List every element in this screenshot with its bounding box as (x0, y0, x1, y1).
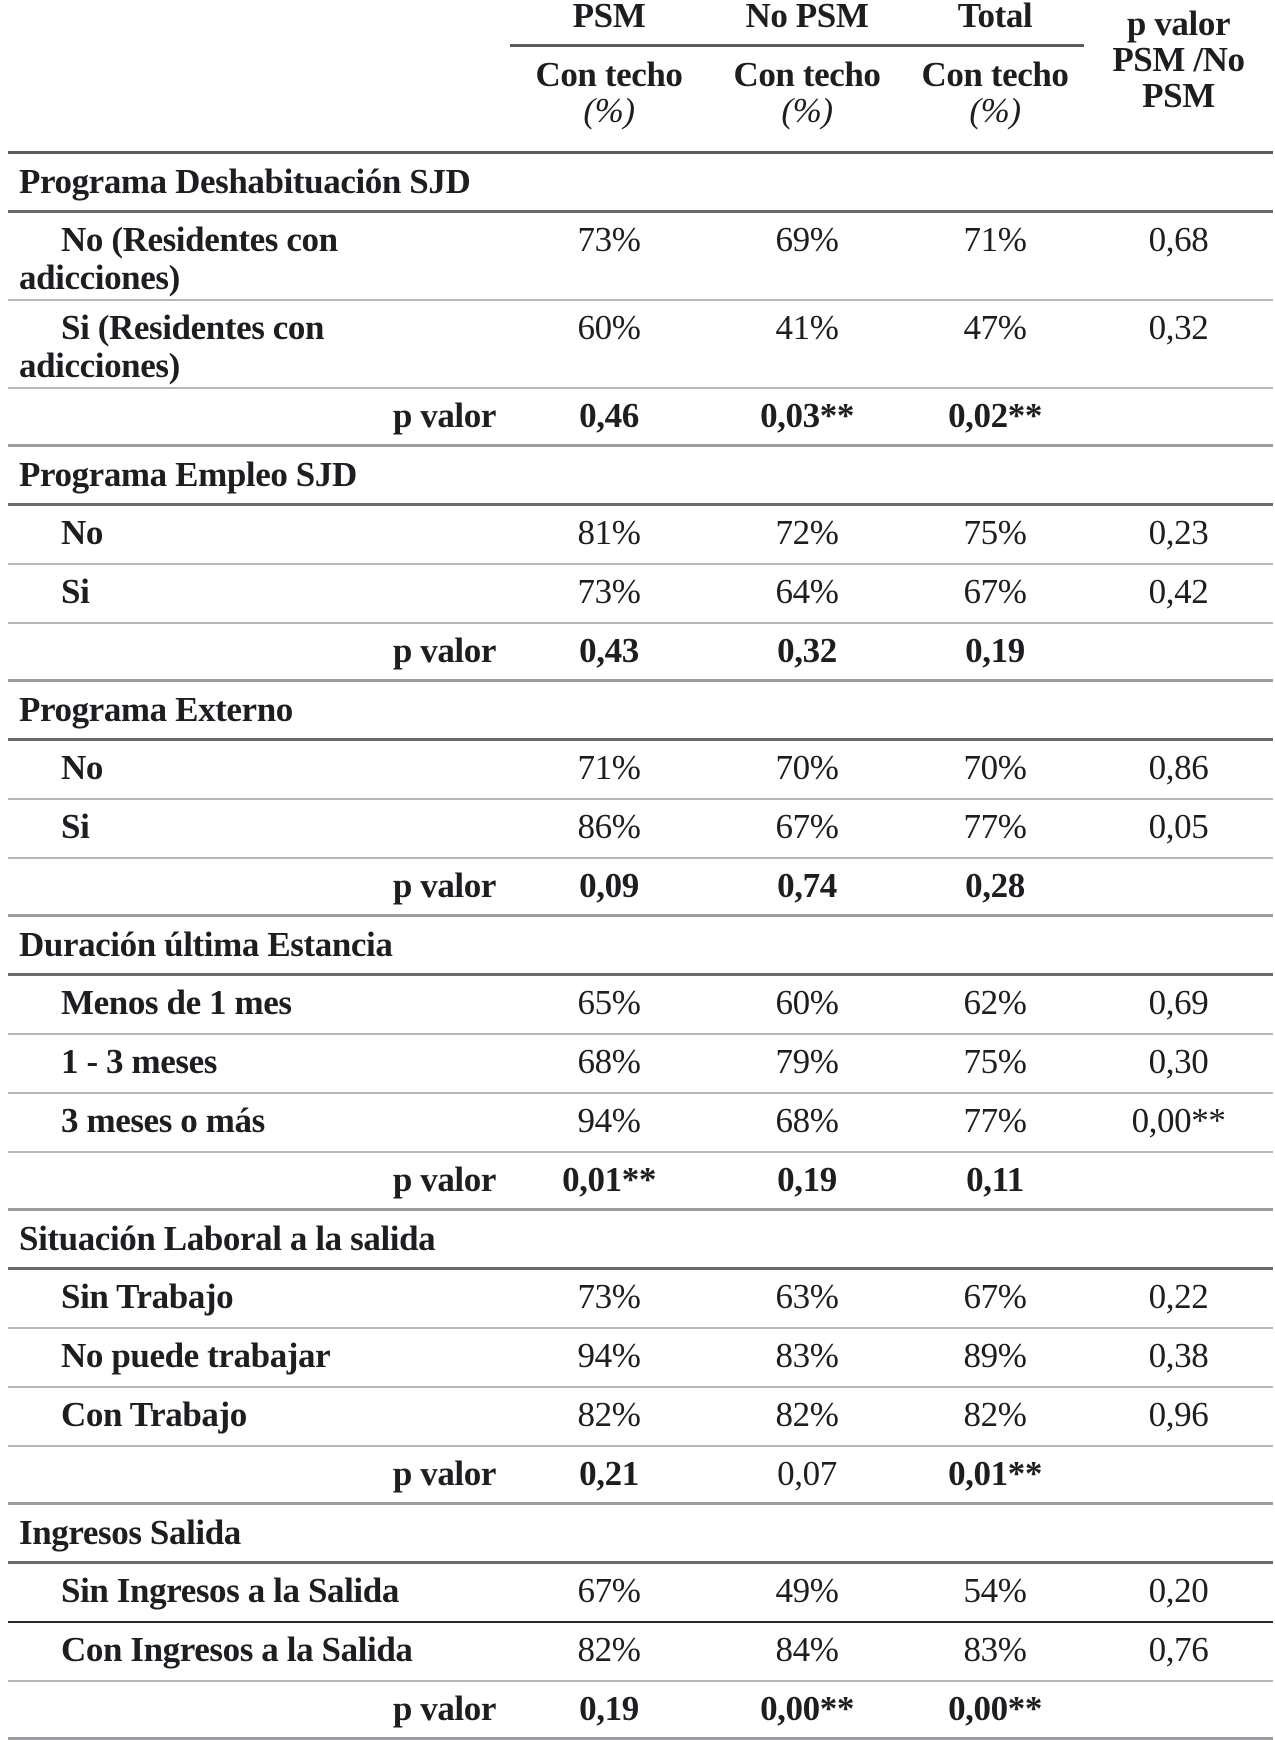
cell-p: 0,05 (1084, 799, 1273, 858)
cell-no-psm: 69% (708, 212, 906, 300)
pvalue-psm: 0,21 (510, 1446, 708, 1504)
section-title: Duración última Estancia (8, 916, 1273, 975)
cell-no-psm: 64% (708, 564, 906, 623)
header-total: Total (906, 0, 1084, 46)
pvalue-label: p valor (8, 1681, 510, 1739)
table-row (8, 975, 1273, 1034)
section-title: Programa Deshabituación SJD (8, 153, 1273, 212)
cell-p: 0,96 (1084, 1387, 1273, 1446)
row-label (8, 975, 510, 1034)
table-row (8, 1563, 1273, 1622)
row-label-line1: No (Residentes con (61, 220, 338, 259)
cell-total: 89% (906, 1328, 1084, 1387)
row-label (8, 212, 510, 300)
cell-psm: 86% (510, 799, 708, 858)
section-title: Programa Externo (8, 681, 1273, 740)
cell-p: 0,86 (1084, 740, 1273, 799)
cell-no-psm: 41% (708, 300, 906, 388)
header-empty-cell (8, 0, 510, 46)
header-row-sub (8, 46, 1273, 153)
cell-no-psm: 67% (708, 799, 906, 858)
cell-p: 0,38 (1084, 1328, 1273, 1387)
pvalue-total: 0,11 (906, 1152, 1084, 1210)
pvalue-total: 0,01** (906, 1446, 1084, 1504)
row-label-text: Si (61, 571, 90, 611)
cell-no-psm: 72% (708, 505, 906, 564)
row-label-text: Con Ingresos a la Salida (61, 1629, 413, 1669)
pvalue-label: p valor (8, 623, 510, 681)
pvalue-row (8, 1152, 1273, 1210)
cell-psm: 60% (510, 300, 708, 388)
pvalue-total: 0,28 (906, 858, 1084, 916)
row-label-text: Si (61, 806, 90, 846)
header-sub-label: Con techo (921, 55, 1069, 94)
pvalue-no-psm: 0,32 (708, 623, 906, 681)
row-label (8, 799, 510, 858)
row-label (8, 1387, 510, 1446)
cell-p: 0,42 (1084, 564, 1273, 623)
cell-psm: 68% (510, 1034, 708, 1093)
table-row (8, 1387, 1273, 1446)
results-table (8, 0, 1273, 1740)
cell-p: 0,30 (1084, 1034, 1273, 1093)
cell-psm: 67% (510, 1563, 708, 1622)
cell-total: 77% (906, 1093, 1084, 1152)
cell-no-psm: 49% (708, 1563, 906, 1622)
cell-total: 47% (906, 300, 1084, 388)
cell-p: 0,69 (1084, 975, 1273, 1034)
table-row (8, 1093, 1273, 1152)
cell-no-psm: 83% (708, 1328, 906, 1387)
header-sub-label: Con techo (733, 55, 881, 94)
row-label-text: Con Trabajo (61, 1394, 247, 1434)
pvalue-label: p valor (8, 858, 510, 916)
pvalue-row (8, 1681, 1273, 1739)
cell-no-psm: 60% (708, 975, 906, 1034)
row-label-text: No (61, 748, 103, 787)
row-label (8, 564, 510, 623)
table-row (8, 1328, 1273, 1387)
section-title: Ingresos Salida (8, 1504, 1273, 1563)
row-label (8, 1622, 510, 1681)
section-header (8, 446, 1273, 505)
row-label-text: No (61, 513, 103, 552)
header-sub-no-psm (708, 46, 906, 153)
row-label (8, 740, 510, 799)
pvalue-empty (1084, 1446, 1273, 1504)
cell-total: 83% (906, 1622, 1084, 1681)
pvalue-empty (1084, 1152, 1273, 1210)
header-no-psm: No PSM (708, 0, 906, 46)
table-row (8, 740, 1273, 799)
row-label (8, 505, 510, 564)
table-row (8, 799, 1273, 858)
table-row (8, 505, 1273, 564)
cell-psm: 65% (510, 975, 708, 1034)
row-label-text: Sin Ingresos a la Salida (61, 1571, 399, 1610)
cell-total: 62% (906, 975, 1084, 1034)
pvalue-total: 0,00** (906, 1681, 1084, 1739)
cell-p: 0,00** (1084, 1093, 1273, 1152)
cell-no-psm: 68% (708, 1093, 906, 1152)
cell-psm: 94% (510, 1093, 708, 1152)
cell-no-psm: 70% (708, 740, 906, 799)
header-sub-total (906, 46, 1084, 153)
pvalue-row (8, 1446, 1273, 1504)
cell-p: 0,76 (1084, 1622, 1273, 1681)
section-header (8, 681, 1273, 740)
cell-psm: 73% (510, 564, 708, 623)
row-label (8, 300, 510, 388)
table-row (8, 212, 1273, 300)
pvalue-psm: 0,43 (510, 623, 708, 681)
section-header (8, 153, 1273, 212)
pvalue-psm: 0,09 (510, 858, 708, 916)
cell-p: 0,22 (1084, 1269, 1273, 1328)
pvalue-label: p valor (8, 1446, 510, 1504)
cell-total: 54% (906, 1563, 1084, 1622)
section-header (8, 1210, 1273, 1269)
pvalue-psm: 0,01** (510, 1152, 708, 1210)
cell-total: 75% (906, 505, 1084, 564)
row-label-line2: adicciones) (19, 258, 180, 297)
row-label-text: 3 meses o más (61, 1100, 265, 1140)
pvalue-no-psm: 0,00** (708, 1681, 906, 1739)
row-label-text: No puede trabajar (61, 1335, 331, 1375)
cell-total: 67% (906, 1269, 1084, 1328)
cell-p: 0,32 (1084, 300, 1273, 388)
row-label (8, 1093, 510, 1152)
cell-psm: 81% (510, 505, 708, 564)
header-pvalue (1084, 0, 1273, 153)
cell-p: 0,68 (1084, 212, 1273, 300)
table-row (8, 1622, 1273, 1681)
header-pvalue-line1: p valor (1126, 4, 1231, 43)
section-title: Programa Empleo SJD (8, 446, 1273, 505)
cell-total: 71% (906, 212, 1084, 300)
table-row (8, 1034, 1273, 1093)
cell-total: 82% (906, 1387, 1084, 1446)
pvalue-psm: 0,19 (510, 1681, 708, 1739)
cell-no-psm: 84% (708, 1622, 906, 1681)
pvalue-row (8, 388, 1273, 446)
pvalue-no-psm: 0,74 (708, 858, 906, 916)
table-row (8, 1269, 1273, 1328)
pvalue-psm: 0,46 (510, 388, 708, 446)
pvalue-empty (1084, 1681, 1273, 1739)
cell-psm: 73% (510, 1269, 708, 1328)
row-label (8, 1328, 510, 1387)
pvalue-empty (1084, 858, 1273, 916)
row-label-text: Menos de 1 mes (61, 983, 292, 1022)
cell-total: 67% (906, 564, 1084, 623)
pvalue-total: 0,19 (906, 623, 1084, 681)
section-header (8, 1504, 1273, 1563)
pvalue-no-psm: 0,07 (708, 1446, 906, 1504)
cell-psm: 82% (510, 1622, 708, 1681)
row-label-line1: Si (Residentes con (61, 307, 325, 347)
cell-p: 0,20 (1084, 1563, 1273, 1622)
pvalue-no-psm: 0,19 (708, 1152, 906, 1210)
header-pvalue-line3: PSM (1142, 76, 1215, 115)
cell-psm: 71% (510, 740, 708, 799)
pvalue-empty (1084, 623, 1273, 681)
pvalue-row (8, 858, 1273, 916)
pvalue-total: 0,02** (906, 388, 1084, 446)
header-pvalue-line2: PSM /No (1112, 40, 1245, 79)
pvalue-label: p valor (8, 1152, 510, 1210)
pvalue-empty (1084, 388, 1273, 446)
cell-psm: 73% (510, 212, 708, 300)
pvalue-no-psm: 0,03** (708, 388, 906, 446)
header-sub-unit: (%) (969, 91, 1021, 130)
pvalue-row (8, 623, 1273, 681)
row-label-line2: adicciones) (19, 345, 180, 385)
pvalue-label: p valor (8, 388, 510, 446)
cell-total: 75% (906, 1034, 1084, 1093)
row-label (8, 1269, 510, 1328)
row-label-text: Sin Trabajo (61, 1277, 234, 1316)
cell-p: 0,23 (1084, 505, 1273, 564)
cell-psm: 82% (510, 1387, 708, 1446)
cell-no-psm: 63% (708, 1269, 906, 1328)
table-row (8, 564, 1273, 623)
cell-no-psm: 82% (708, 1387, 906, 1446)
row-label-text: 1 - 3 meses (61, 1041, 217, 1081)
header-sub-label: Con techo (535, 55, 683, 94)
header-sub-psm (510, 46, 708, 153)
cell-psm: 94% (510, 1328, 708, 1387)
section-header (8, 916, 1273, 975)
table-row (8, 300, 1273, 388)
cell-total: 70% (906, 740, 1084, 799)
row-label (8, 1563, 510, 1622)
cell-no-psm: 79% (708, 1034, 906, 1093)
header-sub-unit: (%) (583, 91, 635, 130)
header-psm: PSM (510, 0, 708, 46)
header-row-groups (8, 0, 1273, 46)
header-empty-cell (8, 46, 510, 153)
section-title: Situación Laboral a la salida (8, 1210, 1273, 1269)
header-sub-unit: (%) (781, 91, 833, 130)
row-label (8, 1034, 510, 1093)
cell-total: 77% (906, 799, 1084, 858)
